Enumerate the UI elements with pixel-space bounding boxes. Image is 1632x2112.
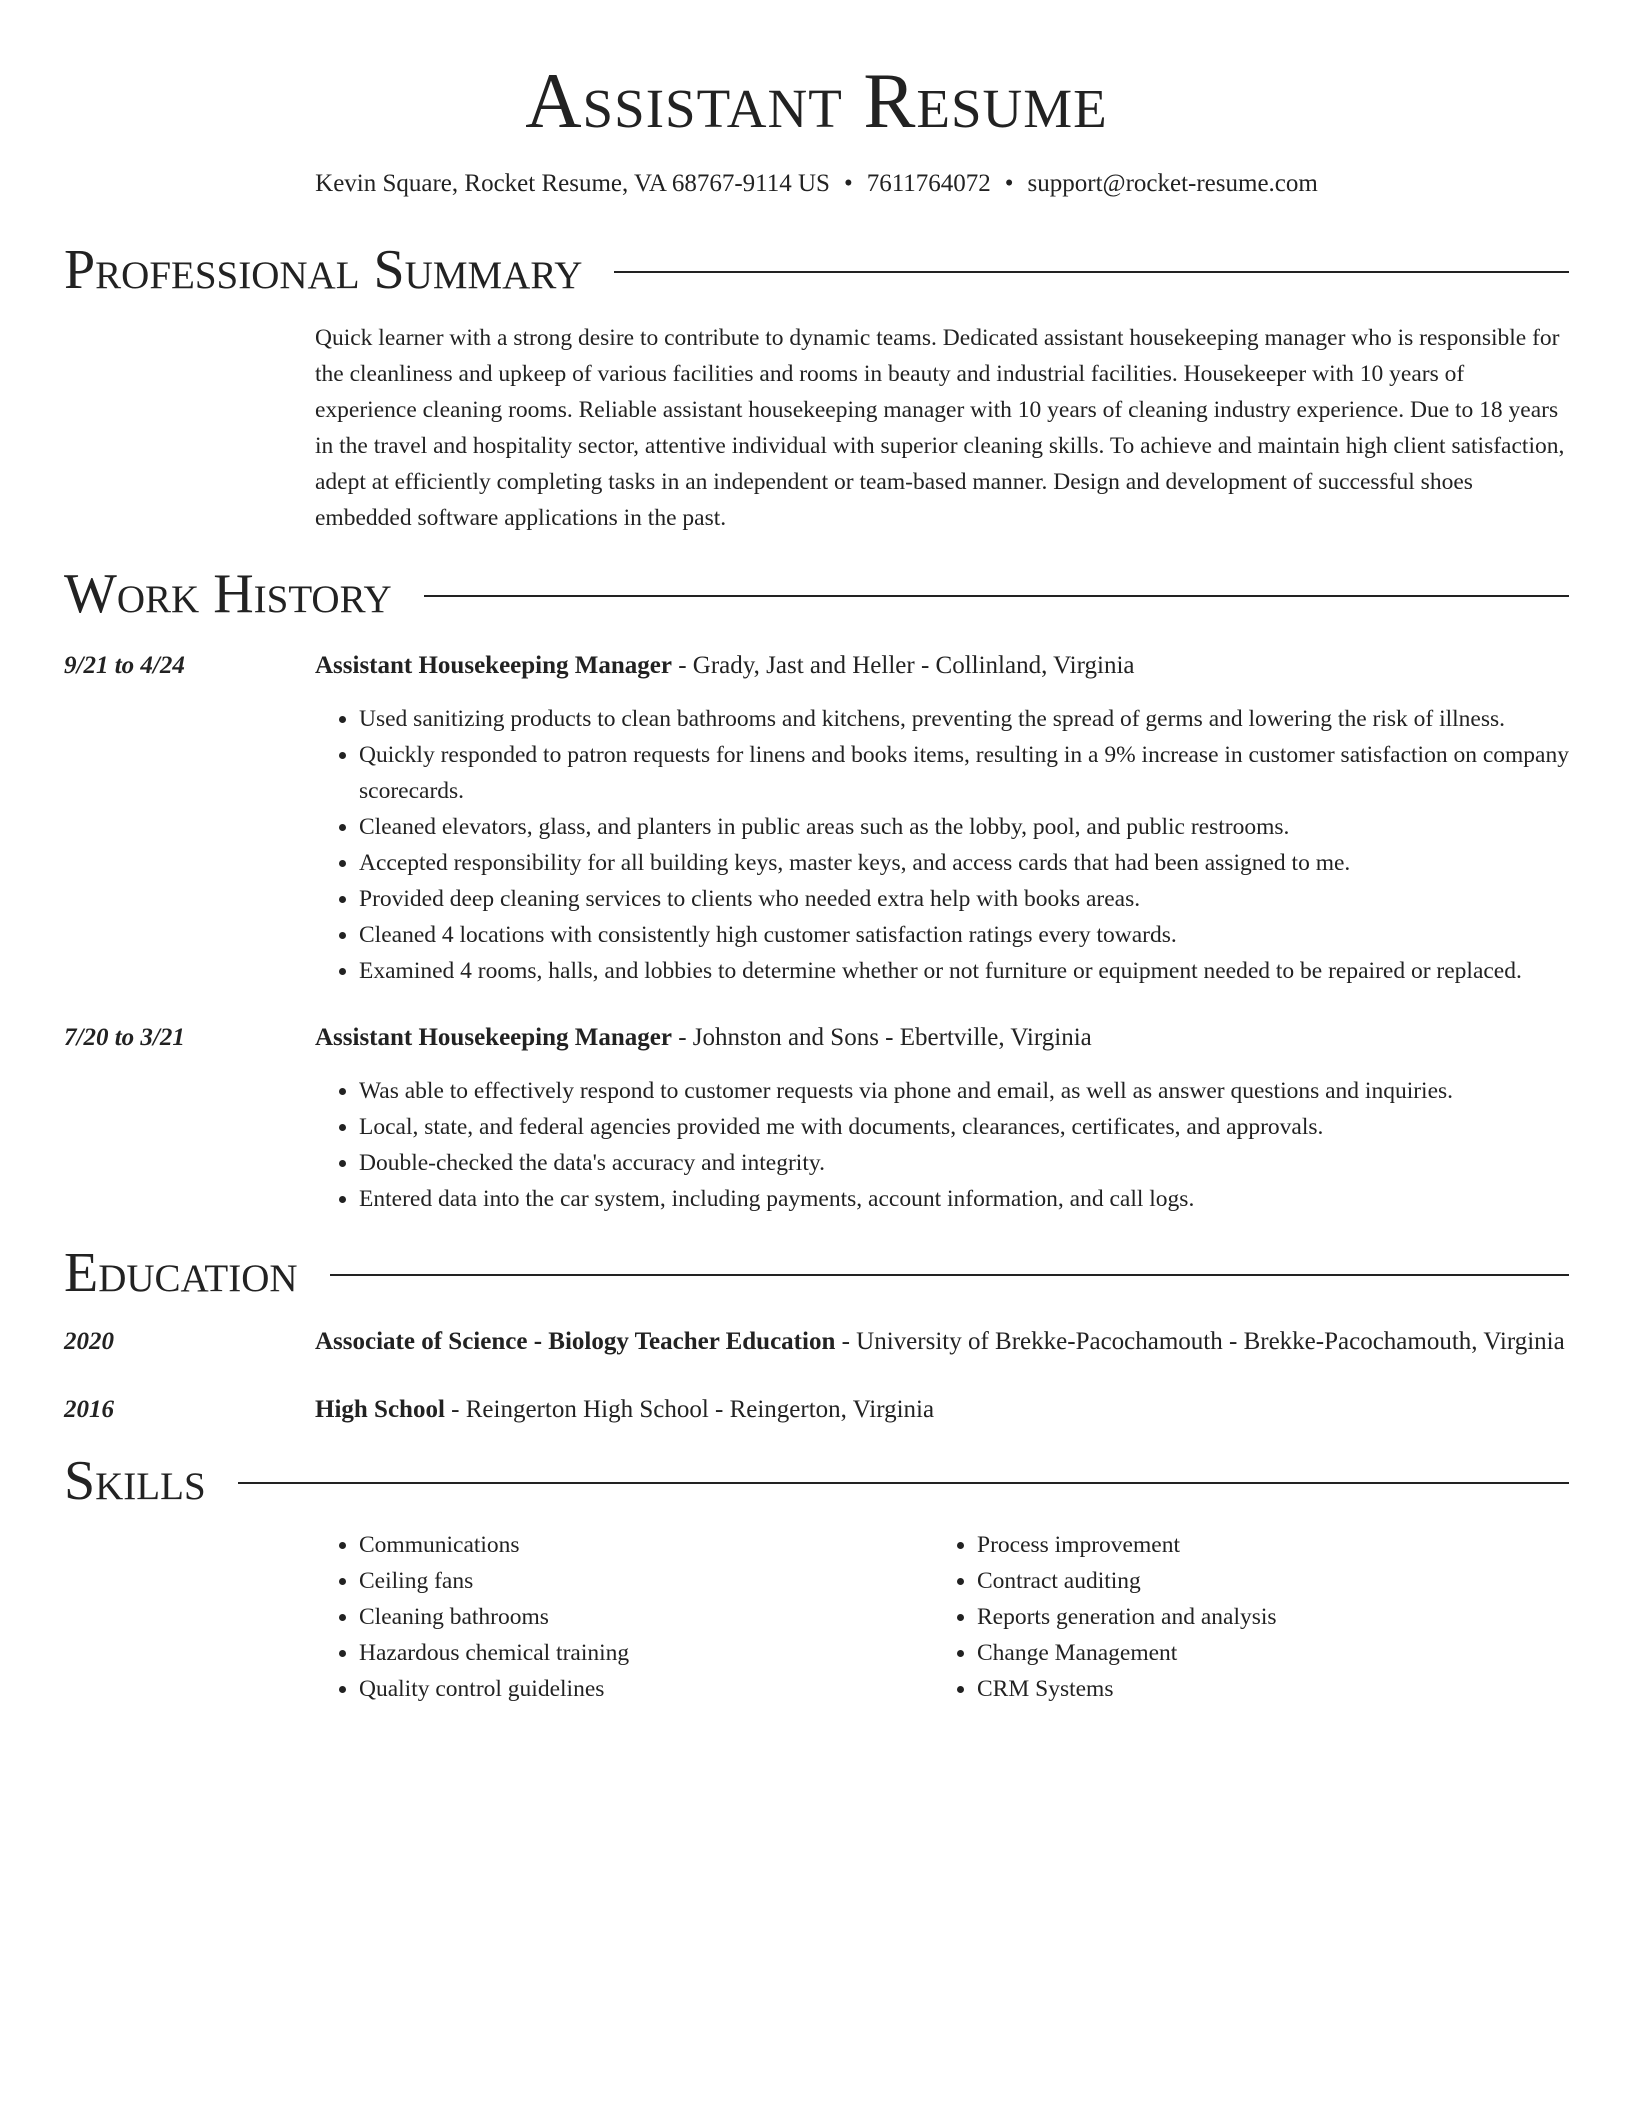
job-dates: 9/21 to 4/24 bbox=[64, 651, 185, 679]
job-bullet: • Was able to effectively respond to customer requests via phone and email, as well as answer questions and inquiries. bbox=[359, 1073, 1569, 1109]
job-bullet: • Cleaned elevators, glass, and planters in public areas such as the lobby, pool, and public restrooms. bbox=[359, 809, 1569, 845]
skill-item: • Communications bbox=[359, 1527, 933, 1563]
contact-phone: 7611764072 bbox=[866, 169, 991, 197]
skill-item: • Quality control guidelines bbox=[359, 1671, 933, 1707]
job-bullet: • Quickly responded to patron requests for linens and books items, resulting in a 9% increase in customer satisfaction on company scorecards. bbox=[359, 737, 1569, 809]
education-entry bbox=[64, 1391, 1569, 1429]
work-section-header bbox=[64, 562, 1569, 626]
job-role: Assistant Housekeeping Manager bbox=[315, 1023, 672, 1051]
resume-page bbox=[64, 0, 1569, 1707]
job-bullet: • Double-checked the data's accuracy and integrity. bbox=[359, 1145, 1569, 1181]
summary-spacer bbox=[64, 320, 315, 536]
job-employer: - Johnston and Sons - Ebertville, Virginia bbox=[671, 1023, 1092, 1051]
job-role: Assistant Housekeeping Manager bbox=[315, 651, 672, 679]
summary-text: Quick learner with a strong desire to contribute to dynamic teams. Dedicated assistant housekeeping manager who is responsible for the cleanliness and upkeep of various facilities and rooms in beauty and industrial facilities. Housekeeper with 10 years of experience cleaning rooms. Reliable assistant housekeeping manager with 10 years of cleaning industry experience. Due to 18 years in the travel and hospitality sector, attentive individual with superior cleaning skills. To achieve and maintain high client satisfaction, adept at efficiently completing tasks in an independent or team-based manner. Design and development of successful shoes embedded software applications in the past. bbox=[315, 325, 1565, 532]
contact-address: Kevin Square, Rocket Resume, VA 68767-9114 US bbox=[315, 169, 830, 197]
section-divider bbox=[238, 1482, 1569, 1484]
education-degree: Associate of Science - Biology Teacher Education bbox=[315, 1327, 836, 1355]
job-bullet: • Local, state, and federal agencies provided me with documents, clearances, certificates, and approvals. bbox=[359, 1109, 1569, 1145]
skills-row bbox=[64, 1527, 1569, 1707]
skill-item: • Hazardous chemical training bbox=[359, 1635, 933, 1671]
education-school: - Reingerton High School - Reingerton, Virginia bbox=[444, 1395, 935, 1423]
section-divider bbox=[614, 271, 1569, 273]
contact-separator: • bbox=[1004, 169, 1014, 197]
job-title-line bbox=[315, 647, 1569, 685]
education-details bbox=[315, 1391, 1569, 1429]
skills-columns bbox=[315, 1527, 1569, 1707]
job-bullet: • Provided deep cleaning services to clients who needed extra help with books areas. bbox=[359, 881, 1569, 917]
skills-spacer bbox=[64, 1527, 315, 1707]
section-title-work: Work History bbox=[64, 563, 392, 626]
section-title-summary: Professional Summary bbox=[64, 238, 583, 301]
education-section-header bbox=[64, 1241, 1569, 1305]
skill-item: • Cleaning bathrooms bbox=[359, 1599, 933, 1635]
skills-list-left bbox=[315, 1527, 933, 1707]
education-degree: High School bbox=[315, 1395, 445, 1423]
skill-item: • Contract auditing bbox=[977, 1563, 1551, 1599]
job-entry bbox=[64, 1019, 1569, 1217]
skill-item: • Process improvement bbox=[977, 1527, 1551, 1563]
skill-item: • CRM Systems bbox=[977, 1671, 1551, 1707]
job-bullets bbox=[315, 701, 1569, 989]
contact-line bbox=[64, 170, 1569, 198]
job-bullet: • Accepted responsibility for all building keys, master keys, and access cards that had been assigned to me. bbox=[359, 845, 1569, 881]
skill-item: • Ceiling fans bbox=[359, 1563, 933, 1599]
education-school: - University of Brekke-Pacochamouth - Brekke-Pacochamouth, Virginia bbox=[835, 1327, 1565, 1355]
section-divider bbox=[424, 595, 1569, 597]
job-bullet: • Cleaned 4 locations with consistently high customer satisfaction ratings every towards. bbox=[359, 917, 1569, 953]
section-title-skills: Skills bbox=[64, 1449, 206, 1512]
skill-item: • Reports generation and analysis bbox=[977, 1599, 1551, 1635]
job-employer: - Grady, Jast and Heller - Collinland, Virginia bbox=[671, 651, 1135, 679]
skills-list-right bbox=[933, 1527, 1551, 1707]
contact-separator: • bbox=[843, 169, 853, 197]
skills-section-header bbox=[64, 1449, 1569, 1513]
section-divider bbox=[330, 1274, 1569, 1276]
job-bullet: • Entered data into the car system, including payments, account information, and call logs. bbox=[359, 1181, 1569, 1217]
job-bullet: • Used sanitizing products to clean bathrooms and kitchens, preventing the spread of germs and lowering the risk of illness. bbox=[359, 701, 1569, 737]
education-entry bbox=[64, 1323, 1569, 1361]
education-year: 2020 bbox=[64, 1327, 114, 1355]
summary-section-header bbox=[64, 238, 1569, 302]
education-details bbox=[315, 1323, 1569, 1361]
summary-row bbox=[64, 320, 1569, 536]
job-title-line bbox=[315, 1019, 1569, 1057]
job-bullets bbox=[315, 1073, 1569, 1217]
job-entry bbox=[64, 647, 1569, 989]
education-year: 2016 bbox=[64, 1395, 114, 1423]
contact-email: support@rocket-resume.com bbox=[1027, 169, 1318, 197]
section-title-education: Education bbox=[64, 1241, 298, 1304]
resume-name: Assistant Resume bbox=[525, 57, 1108, 144]
job-bullet: • Examined 4 rooms, halls, and lobbies to determine whether or not furniture or equipment needed to be repaired or replaced. bbox=[359, 953, 1569, 989]
job-dates: 7/20 to 3/21 bbox=[64, 1023, 185, 1051]
skill-item: • Change Management bbox=[977, 1635, 1551, 1671]
